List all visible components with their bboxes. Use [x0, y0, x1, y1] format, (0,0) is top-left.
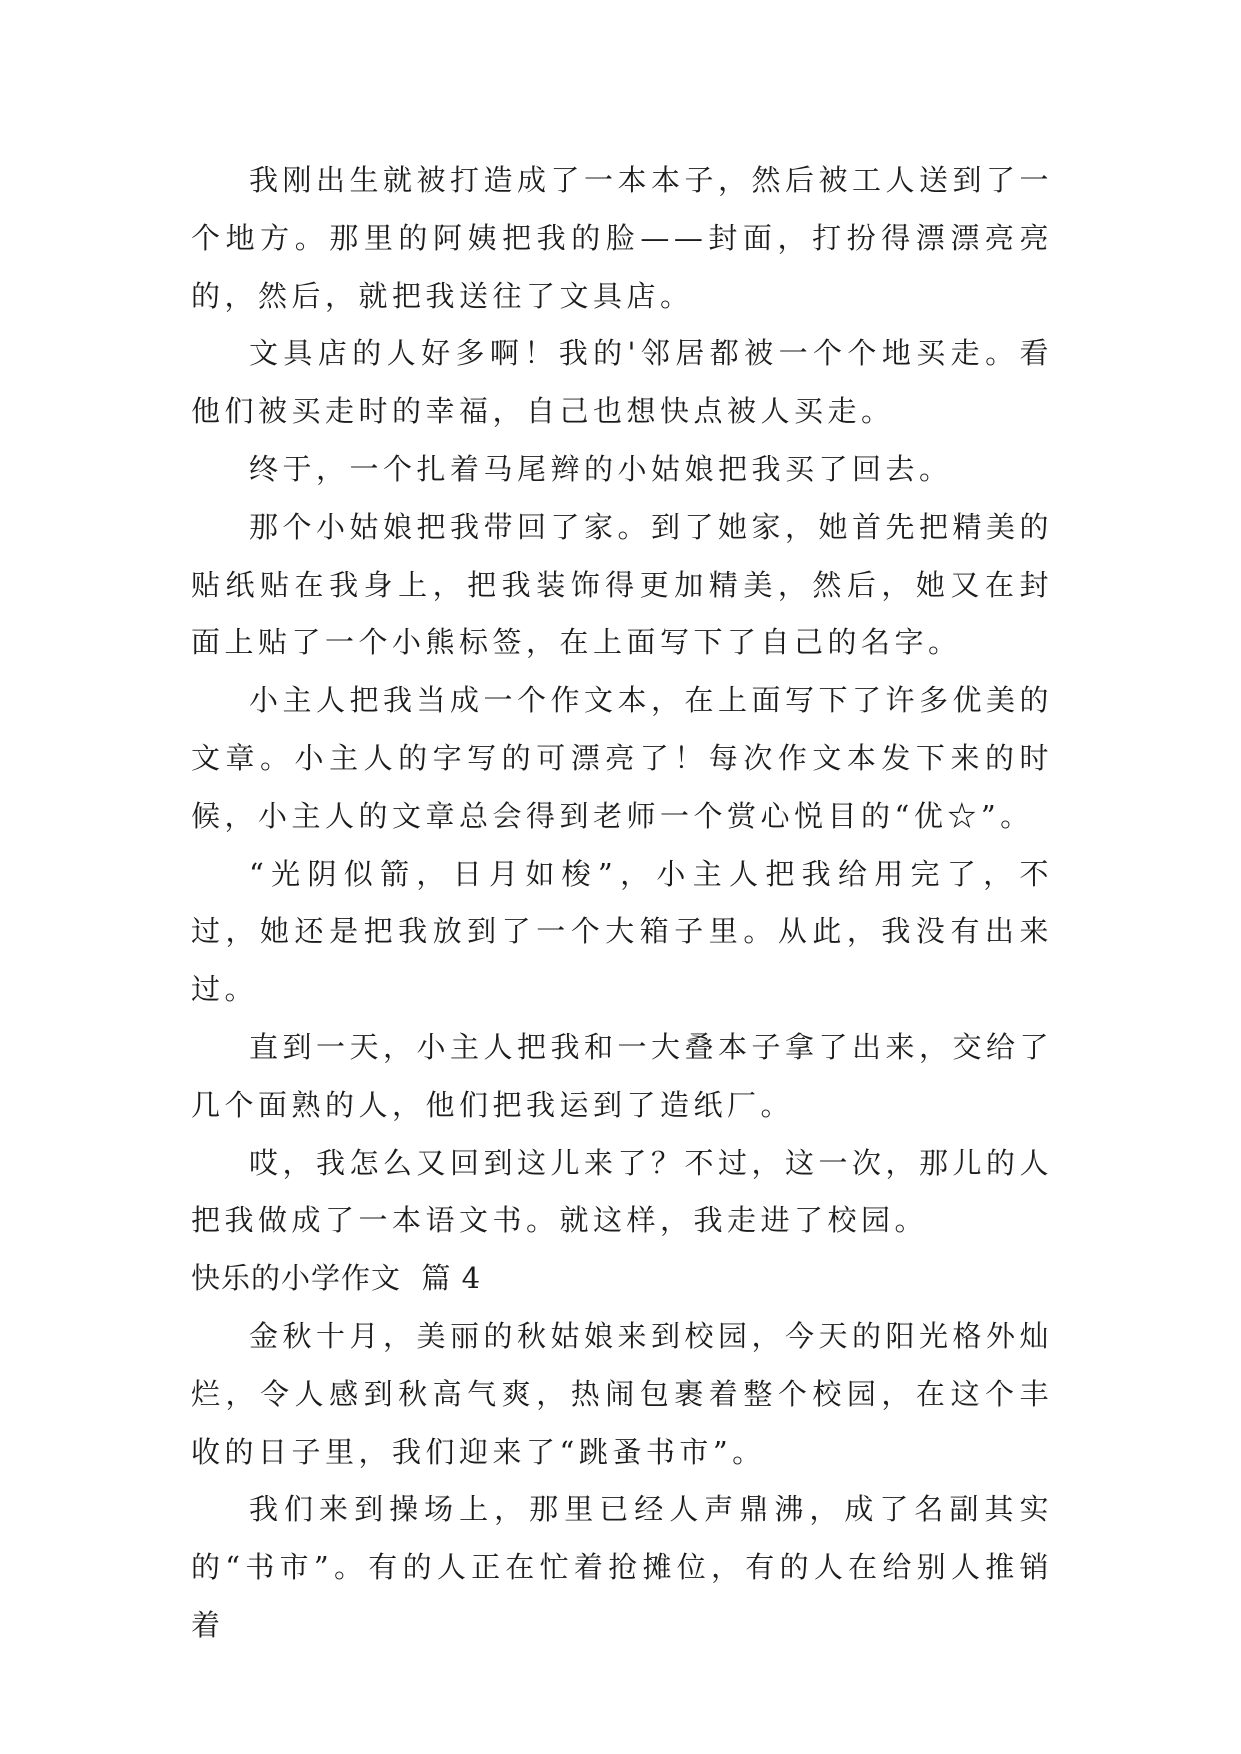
paragraph: 文具店的人好多啊！我的'邻居都被一个个地买走。看他们被买走时的幸福，自己也想快点被人买走。 [191, 336, 1053, 429]
paragraph: 那个小姑娘把我带回了家。到了她家，她首先把精美的贴纸贴在我身上，把我装饰得更加精美，然后，她又在封面上贴了一个小熊标签，在上面写下了自己的名字。 [191, 509, 1054, 660]
paragraph: 金秋十月，美丽的秋姑娘来到校园，今天的阳光格外灿烂，令人感到秋高气爽，热闹包裹着整个校园，在这个丰收的日子里，我们迎来了“跳蚤书市”。 [191, 1318, 1054, 1469]
section-heading: 快乐的小学作文 篇 4 [191, 1261, 482, 1296]
paragraph: 我们来到操场上，那里已经人声鼎沸，成了名副其实的“书市”。有的人正在忙着抢摊位，有的人在给别人推销着 [191, 1492, 1053, 1642]
paragraph: 直到一天，小主人把我和一大叠本子拿了出来，交给了几个面熟的人，他们把我运到了造纸厂。 [191, 1029, 1054, 1122]
paragraph: 终于，一个扎着马尾辫的小姑娘把我买了回去。 [249, 451, 953, 486]
paragraph: 我刚出生就被打造成了一本本子，然后被工人送到了一个地方。那里的阿姨把我的脸——封面，打扮得漂漂亮亮的，然后，就把我送往了文具店。 [191, 163, 1054, 313]
document-body [191, 152, 1053, 1655]
paragraph: “光阴似箭，日月如梭”，小主人把我给用完了，不过，她还是把我放到了一个大箱子里。从此，我没有出来过。 [191, 856, 1053, 1007]
paragraph: 小主人把我当成一个作文本，在上面写下了许多优美的文章。小主人的字写的可漂亮了！每次作文本发下来的时候，小主人的文章总会得到老师一个赏心悦目的“优☆”。 [191, 683, 1054, 833]
paragraph: 哎，我怎么又回到这儿来了？不过，这一次，那儿的人把我做成了一本语文书。就这样，我走进了校园。 [191, 1145, 1054, 1238]
